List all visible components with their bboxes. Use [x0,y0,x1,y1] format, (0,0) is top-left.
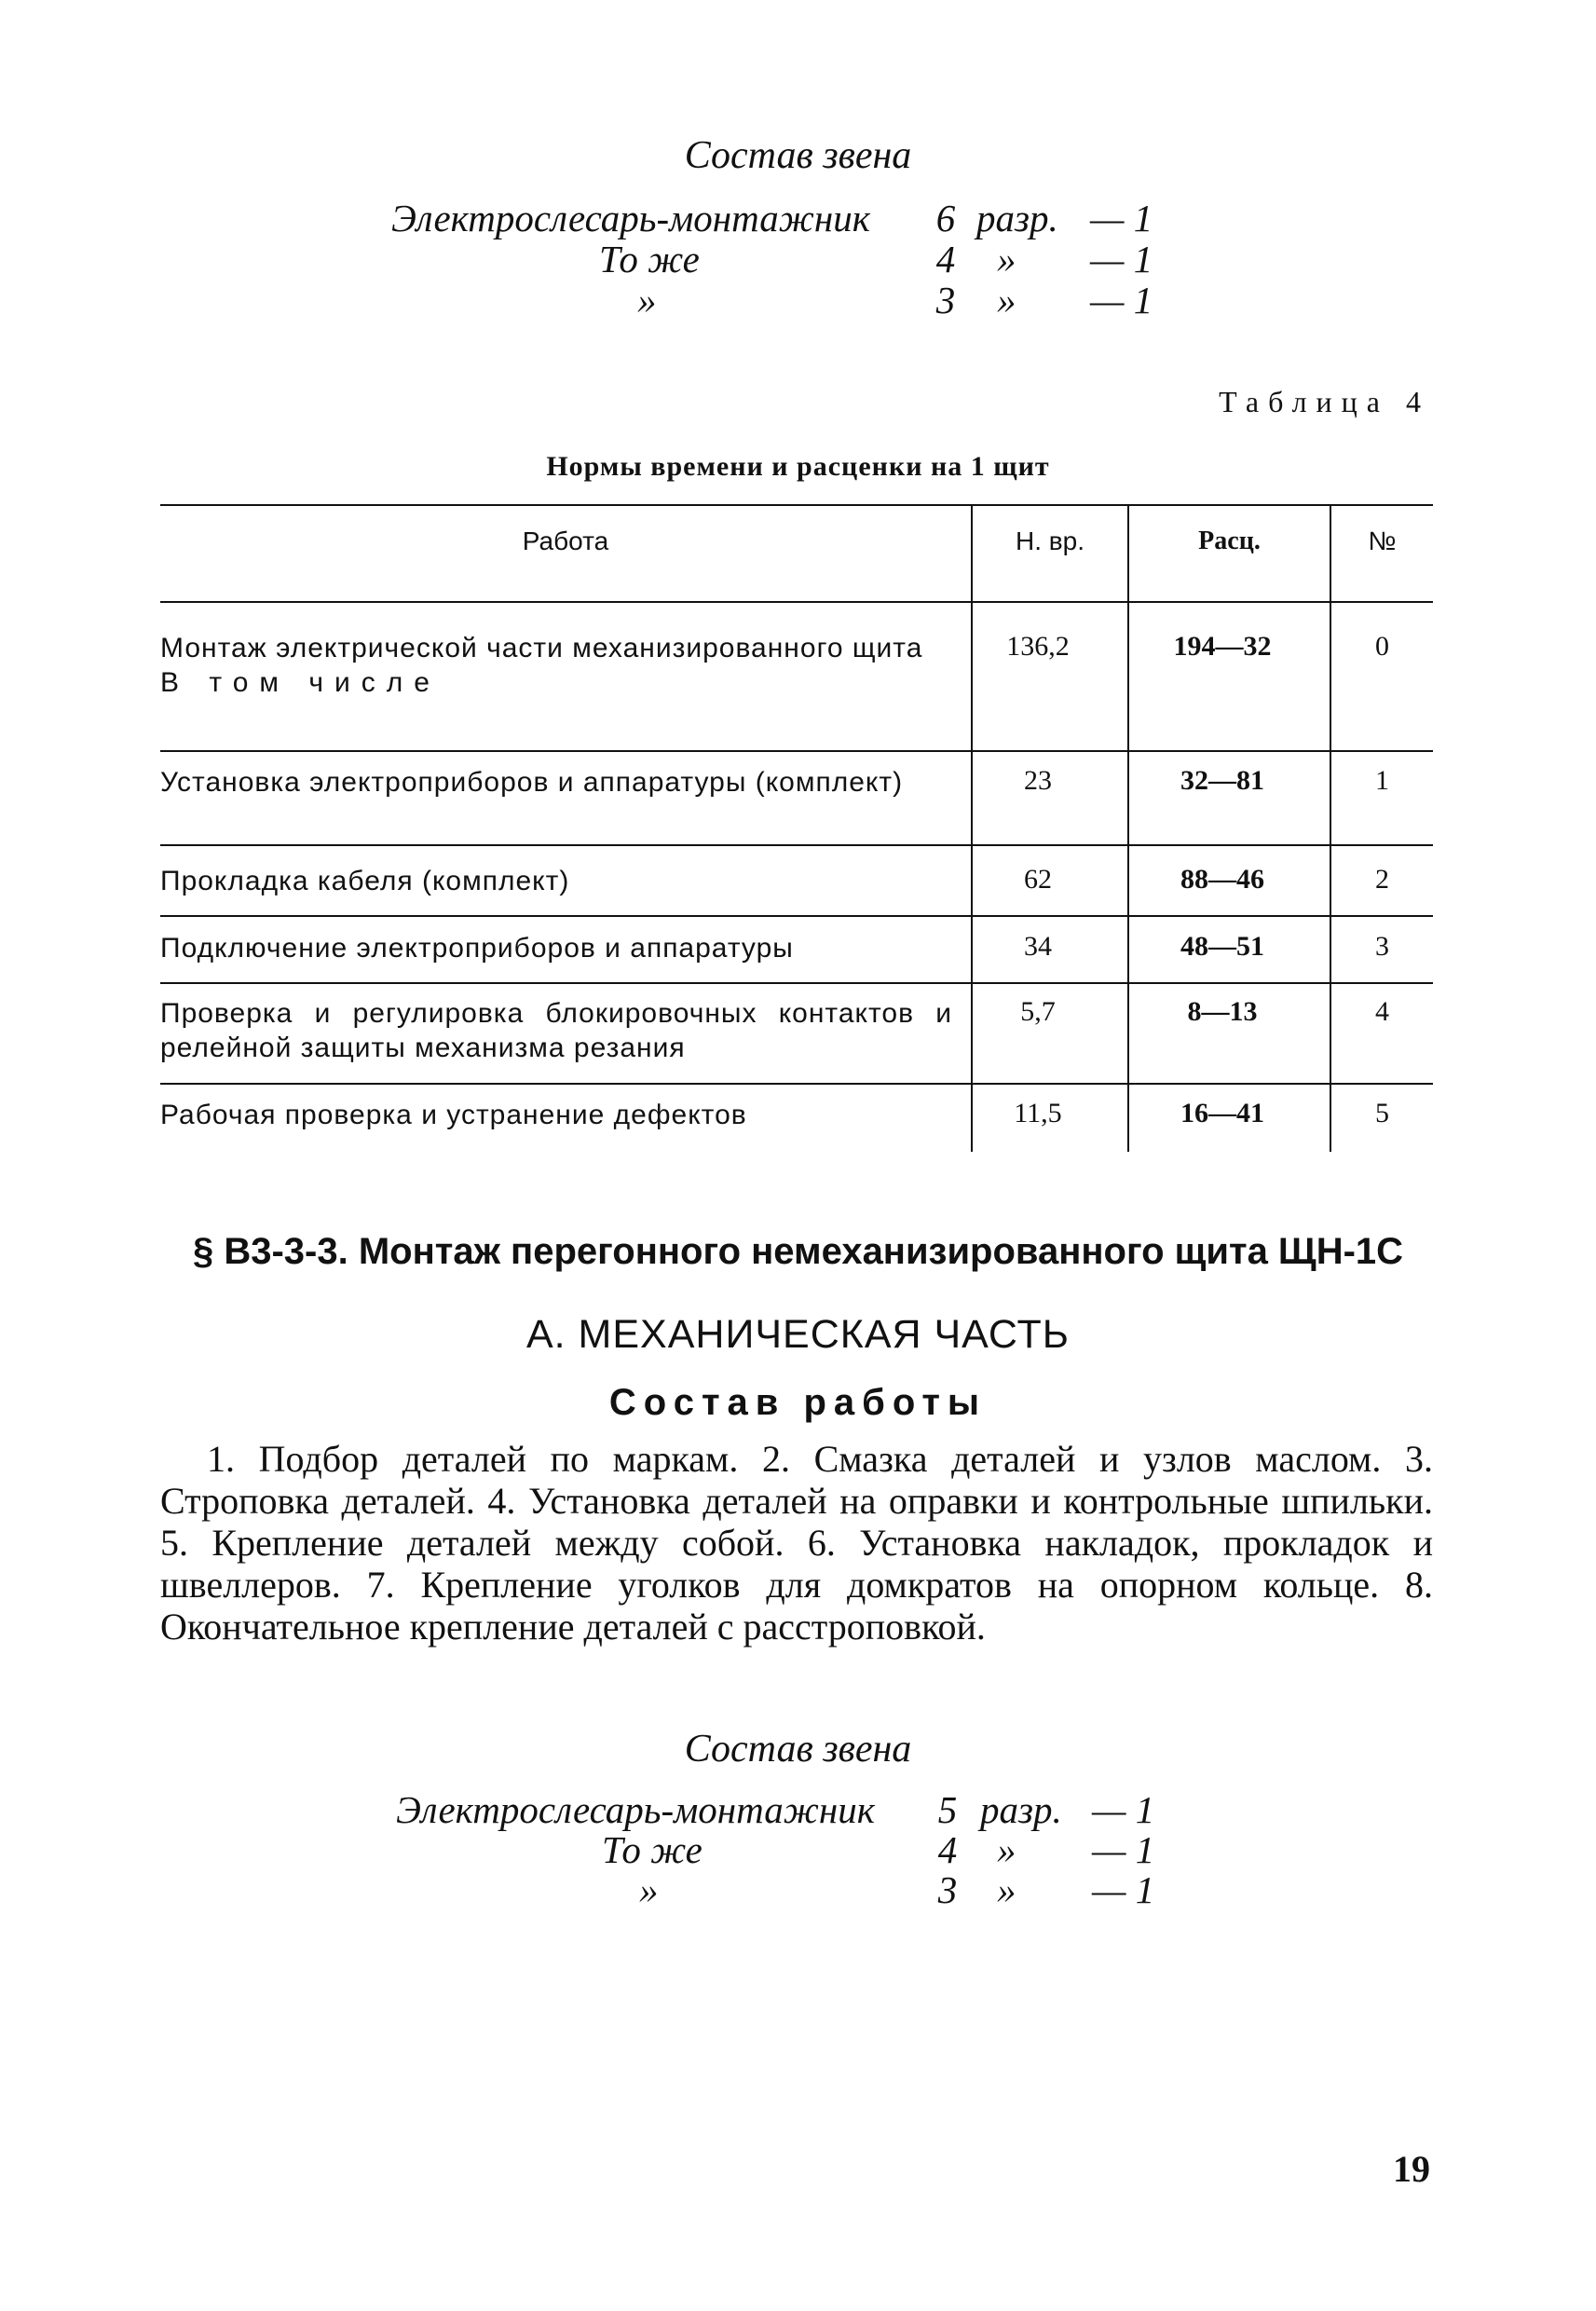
crew-bottom-title: Состав звена [684,1728,912,1771]
table-row-rule [160,915,1433,917]
crew-grade: 3 [935,279,956,321]
table-row-work: Прокладка кабеля (комплект) [160,866,570,896]
table-row-num: 0 [1375,631,1389,662]
crew-unit: » [997,238,1016,280]
header-time: Н. вр. [1015,526,1084,555]
table-col-rule [971,504,973,1152]
crew-count: — 1 [1090,197,1153,239]
header-num: № [1368,526,1397,555]
work-text: 1. Подбор деталей по маркам. 2. Смазка деталей и узлов маслом. 3. Строповка деталей. 4. Установка деталей на оправки и контрольные шпильки. 5. Крепление деталей между собой. 6. Установка накладок, прокладок и швеллеров. 7. Крепление уголков для домкратов на опорном кольце. 8. Окончательное крепление деталей с расстроповкой. [160,1438,1433,1648]
crew-name: То же [599,238,700,280]
crew-grade: 5 [937,1788,958,1831]
crew-grade: 4 [935,238,956,280]
table-row-rule [160,750,1433,752]
crew-row [0,199,1596,240]
table-row-price: 194—32 [1173,631,1272,662]
table-row-num: 4 [1375,996,1389,1027]
table-row-price: 8—13 [1187,996,1258,1027]
crew-count: — 1 [1092,1828,1155,1871]
crew-count: — 1 [1092,1788,1155,1831]
table-row-price: 16—41 [1180,1098,1264,1128]
crew-row [0,1788,1596,1832]
table-title: Нормы времени и расценки на 1 щит [546,451,1050,482]
crew-count: — 1 [1092,1868,1155,1911]
crew-name: Электрослесарь-монтажник [396,1788,875,1831]
table-row-time: 11,5 [1014,1098,1062,1128]
crew-unit: » [997,1828,1016,1871]
crew-unit: разр. [976,197,1058,239]
table-label: Таблица 4 [1219,385,1430,418]
crew-row [0,281,1596,322]
section-title: § В3-3-3. Монтаж перегонного немеханизированного щита ЩН-1С [192,1231,1404,1272]
table-row-price: 48—51 [1180,931,1264,962]
table-row-work [160,631,952,700]
header-work: Работа [522,526,609,555]
crew-unit: разр. [980,1788,1062,1831]
table-row-work: Установка электроприборов и аппаратуры (комплект) [160,767,904,798]
table-row-num: 5 [1375,1098,1389,1128]
crew-name: Электрослесарь-монтажник [391,197,870,239]
table-row-time: 34 [1024,931,1052,962]
crew-name: То же [602,1828,703,1871]
part-title: А. МЕХАНИЧЕСКАЯ ЧАСТЬ [525,1312,1071,1357]
crew-name: » [639,1868,659,1911]
crew-grade: 4 [937,1828,958,1871]
table-row-time: 5,7 [1020,996,1056,1027]
table-row-rule [160,982,1433,984]
work-heading: Состав работы [608,1382,988,1423]
crew-unit: » [997,1868,1016,1911]
crew-row [0,1828,1596,1872]
table-row-num: 1 [1375,765,1389,796]
table-col-rule [1127,504,1129,1152]
table-row-rule [160,844,1433,846]
page-number: 19 [1393,2148,1430,2190]
work-text: Монтаж электрической части механизированного щита [160,633,923,663]
table-row-time: 62 [1024,864,1052,895]
crew-row [0,240,1596,281]
crew-grade: 3 [937,1868,958,1911]
work-subtext: В том числе [160,667,441,698]
crew-count: — 1 [1090,238,1153,280]
table-row-time: 23 [1024,765,1052,796]
crew-unit: » [997,279,1016,321]
table-row-time: 136,2 [1006,631,1070,662]
table-row-work: Подключение электроприборов и аппаратуры [160,933,794,964]
header-price: Расц. [1198,526,1261,555]
table-row-rule [160,1083,1433,1085]
crew-name: » [637,279,657,321]
crew-count: — 1 [1090,279,1153,321]
table-row-work: Проверка и регулировка блокировочных контактов и релейной защиты механизма резания [160,998,952,1063]
table-row-work: Рабочая проверка и устранение дефектов [160,1100,747,1130]
table-header-rule [160,601,1433,603]
table-row-num: 2 [1375,864,1389,895]
table-top-rule [160,504,1433,506]
norms-table [160,504,1433,1152]
table-row-price: 32—81 [1180,765,1264,796]
table-row-price: 88—46 [1180,864,1264,895]
table-row-num: 3 [1375,931,1389,962]
table-col-rule [1330,504,1331,1152]
crew-row [0,1868,1596,1912]
crew-top-title: Состав звена [684,134,912,177]
crew-grade: 6 [935,197,956,239]
